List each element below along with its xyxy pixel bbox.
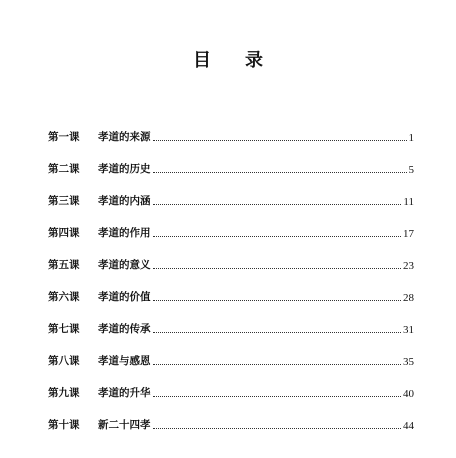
toc-entry-title: 新二十四孝 bbox=[98, 419, 151, 431]
toc-page-number: 40 bbox=[403, 388, 414, 400]
dot-leader bbox=[153, 428, 402, 429]
toc-chapter-label: 第十课 bbox=[48, 419, 80, 431]
toc-chapter-label: 第三课 bbox=[48, 195, 80, 207]
toc-entry-title: 孝道的内涵 bbox=[98, 195, 151, 207]
toc-entry bbox=[48, 112, 414, 144]
toc-entry-title: 孝道的来源 bbox=[98, 131, 151, 143]
toc-chapter-label: 第二课 bbox=[48, 163, 80, 175]
toc-entry-title: 孝道的历史 bbox=[98, 163, 151, 175]
page-title bbox=[0, 46, 456, 72]
dot-leader bbox=[153, 332, 402, 333]
toc-entry bbox=[48, 272, 414, 304]
toc-entry-title: 孝道的价值 bbox=[98, 291, 151, 303]
toc-entry-title: 孝道的意义 bbox=[98, 259, 151, 271]
dot-leader bbox=[153, 396, 402, 397]
toc-entry-title: 孝道的升华 bbox=[98, 387, 151, 399]
toc-entry bbox=[48, 304, 414, 336]
toc-entry bbox=[48, 144, 414, 176]
toc-entry bbox=[48, 400, 414, 432]
dot-leader bbox=[153, 268, 402, 269]
toc-chapter-label: 第八课 bbox=[48, 355, 80, 367]
toc-page-number: 1 bbox=[408, 132, 414, 144]
dot-leader bbox=[153, 140, 407, 141]
table-of-contents bbox=[48, 112, 414, 432]
toc-entry bbox=[48, 176, 414, 208]
toc-entry bbox=[48, 208, 414, 240]
dot-leader bbox=[153, 300, 402, 301]
dot-leader bbox=[153, 364, 402, 365]
toc-chapter-label: 第五课 bbox=[48, 259, 80, 271]
toc-page-number: 23 bbox=[403, 260, 414, 272]
toc-chapter-label: 第七课 bbox=[48, 323, 80, 335]
toc-entry bbox=[48, 240, 414, 272]
title-char-1: 目 bbox=[193, 50, 211, 71]
toc-entry-title: 孝道的作用 bbox=[98, 227, 151, 239]
toc-chapter-label: 第一课 bbox=[48, 131, 80, 143]
toc-page-number: 17 bbox=[403, 228, 414, 240]
toc-page-number: 11 bbox=[403, 196, 414, 208]
title-char-2: 录 bbox=[245, 50, 263, 71]
toc-entry bbox=[48, 336, 414, 368]
toc-chapter-label: 第六课 bbox=[48, 291, 80, 303]
dot-leader bbox=[153, 204, 402, 205]
toc-entry-title: 孝道与感恩 bbox=[98, 355, 151, 367]
toc-chapter-label: 第九课 bbox=[48, 387, 80, 399]
dot-leader bbox=[153, 236, 402, 237]
toc-entry bbox=[48, 368, 414, 400]
toc-page-number: 44 bbox=[403, 420, 414, 432]
toc-page-number: 5 bbox=[408, 164, 414, 176]
toc-page-number: 31 bbox=[403, 324, 414, 336]
toc-page-number: 35 bbox=[403, 356, 414, 368]
dot-leader bbox=[153, 172, 407, 173]
toc-page-number: 28 bbox=[403, 292, 414, 304]
toc-entry-title: 孝道的传承 bbox=[98, 323, 151, 335]
toc-chapter-label: 第四课 bbox=[48, 227, 80, 239]
